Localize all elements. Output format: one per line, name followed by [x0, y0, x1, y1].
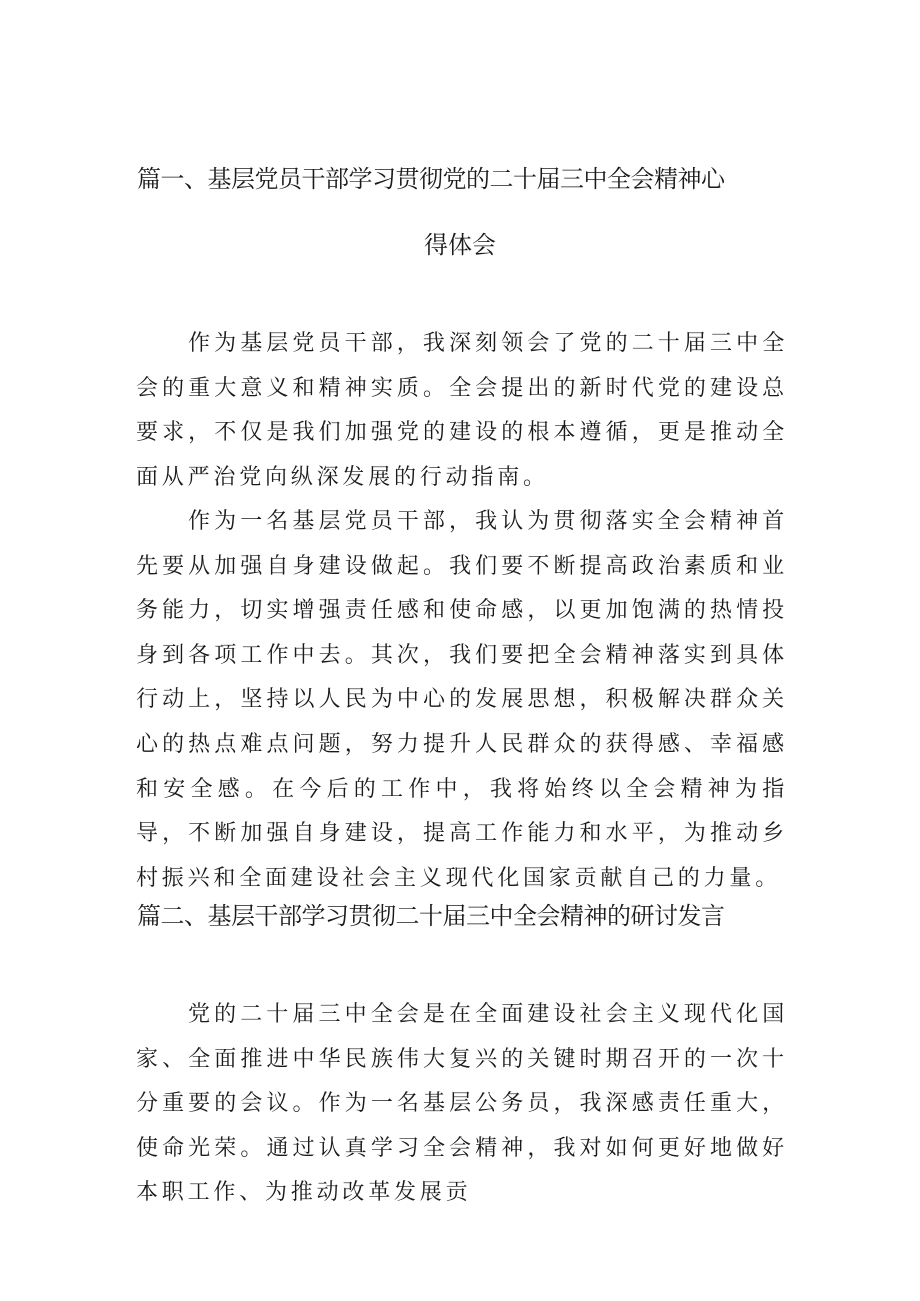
section2-title: 篇二、基层干部学习贯彻二十届三中全会精神的研讨发言 — [137, 902, 725, 930]
section1-paragraph-1: 作为基层党员干部，我深刻领会了党的二十届三中全会的重大意义和精神实质。全会提出的新时代党的建设总要求，不仅是我们加强党的建设的根本遵循，更是推动全面从严治党向纵深发展的行动指南。 — [136, 331, 788, 490]
section2-paragraph-1: 党的二十届三中全会是在全面建设社会主义现代化国家、全面推进中华民族伟大复兴的关键时期召开的一次十分重要的会议。作为一名基层公务员，我深感责任重大，使命光荣。通过认真学习全会精神，我对如何更好地做好本职工作、为推动改革发展贡 — [136, 1002, 788, 1206]
section1-paragraph-2: 作为一名基层党员干部，我认为贯彻落实全会精神首先要从加强自身建设做起。我们要不断提高政治素质和业务能力，切实增强责任感和使命感，以更加饱满的热情投身到各项工作中去。其次，我们要把全会精神落实到具体行动上，坚持以人民为中心的发展思想，积极解决群众关心的热点难点问题，努力提升人民群众的获得感、幸福感和安全感。在今后的工作中，我将始终以全会精神为指导，不断加强自身建设，提高工作能力和水平，为推动乡村振兴和全面建设社会主义现代化国家贡献自己的力量。 — [136, 509, 788, 891]
section1-title-line1: 篇一、基层党员干部学习贯彻党的二十届三中全会精神心 — [137, 165, 725, 193]
section1-title-line2: 得体会 — [424, 231, 496, 259]
